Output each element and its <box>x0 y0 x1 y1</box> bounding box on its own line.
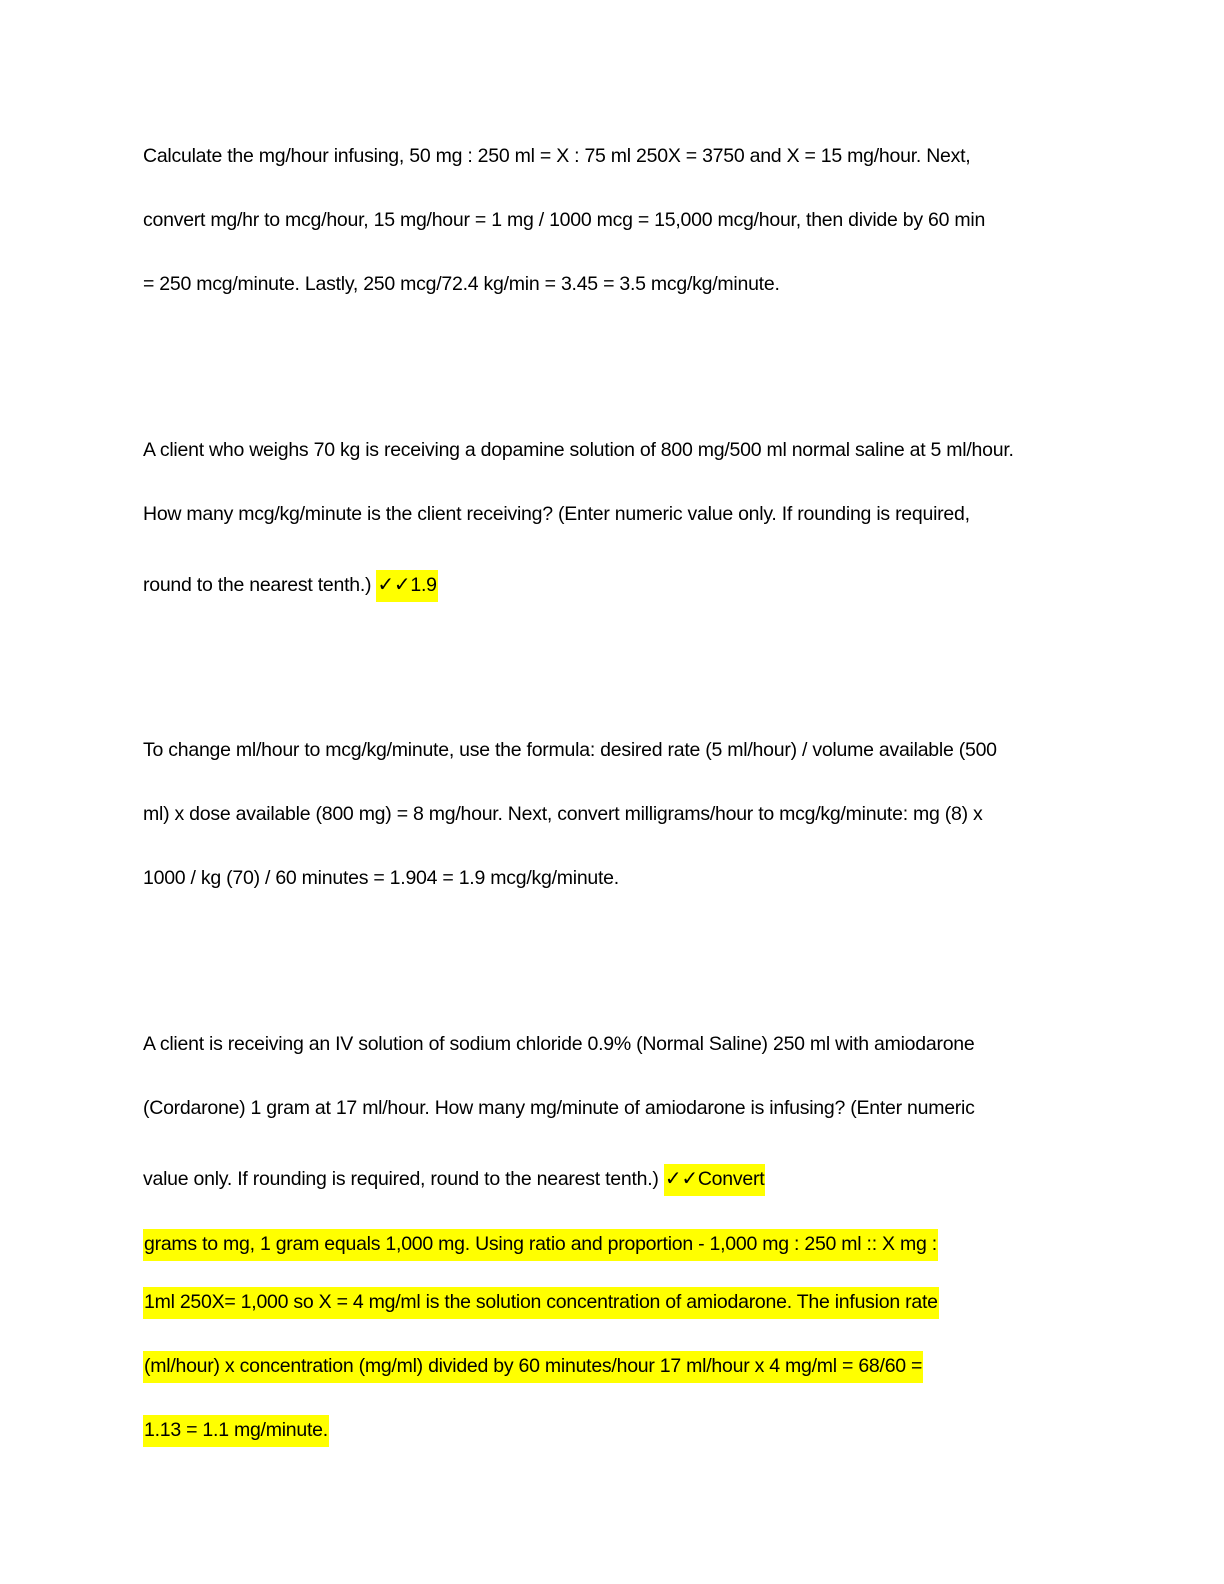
answer-highlight <box>664 1164 766 1196</box>
answer-highlight: 1.13 = 1.1 mg/minute. <box>143 1415 329 1447</box>
question-line: (Cordarone) 1 gram at 17 ml/hour. How many mg/minute of amiodarone is infusing? (Enter numeric <box>143 1097 975 1119</box>
answer-line <box>143 1417 329 1443</box>
paragraph-line: 1000 / kg (70) / 60 minutes = 1.904 = 1.9 mcg/kg/minute. <box>143 867 619 889</box>
answer-line <box>143 1231 938 1257</box>
question-line: How many mcg/kg/minute is the client receiving? (Enter numeric value only. If rounding is required, <box>143 503 970 525</box>
paragraph-line: convert mg/hr to mcg/hour, 15 mg/hour = 1 mg / 1000 mcg = 15,000 mcg/hour, then divide by 60 min <box>143 209 986 231</box>
question-line: A client who weighs 70 kg is receiving a dopamine solution of 800 mg/500 ml normal saline at 5 ml/hour. <box>143 439 1014 461</box>
question-text: value only. If rounding is required, round to the nearest tenth.) <box>143 1168 664 1190</box>
paragraph-line: ml) x dose available (800 mg) = 8 mg/hour. Next, convert milligrams/hour to mcg/kg/minute: mg (8) x <box>143 803 983 825</box>
answer-highlight <box>376 570 437 602</box>
question-text: round to the nearest tenth.) <box>143 574 377 596</box>
answer-highlight: grams to mg, 1 gram equals 1,000 mg. Using ratio and proportion - 1,000 mg : 250 ml :: X mg : <box>143 1229 938 1261</box>
question-line: A client is receiving an IV solution of sodium chloride 0.9% (Normal Saline) 250 ml with amiodarone <box>143 1033 975 1055</box>
answer-text: Convert <box>697 1168 765 1190</box>
double-check-icon: ✓✓ <box>664 1166 698 1190</box>
question-line-with-answer <box>143 1165 765 1192</box>
answer-highlight: (ml/hour) x concentration (mg/ml) divided by 60 minutes/hour 17 ml/hour x 4 mg/ml = 68/60 = <box>143 1351 923 1383</box>
answer-line <box>143 1353 923 1379</box>
paragraph-line: To change ml/hour to mcg/kg/minute, use the formula: desired rate (5 ml/hour) / volume available (500 <box>143 739 997 761</box>
double-check-icon: ✓✓ <box>377 572 411 596</box>
answer-value: 1.9 <box>410 574 437 596</box>
question-line-with-answer <box>143 571 438 598</box>
paragraph-line: Calculate the mg/hour infusing, 50 mg : 250 ml = X : 75 ml 250X = 3750 and X = 15 mg/hour. Next, <box>143 145 971 167</box>
answer-line <box>143 1289 939 1315</box>
paragraph-line: = 250 mcg/minute. Lastly, 250 mcg/72.4 kg/min = 3.45 = 3.5 mcg/kg/minute. <box>143 273 780 295</box>
answer-highlight: 1ml 250X= 1,000 so X = 4 mg/ml is the solution concentration of amiodarone. The infusion rate <box>143 1287 939 1319</box>
